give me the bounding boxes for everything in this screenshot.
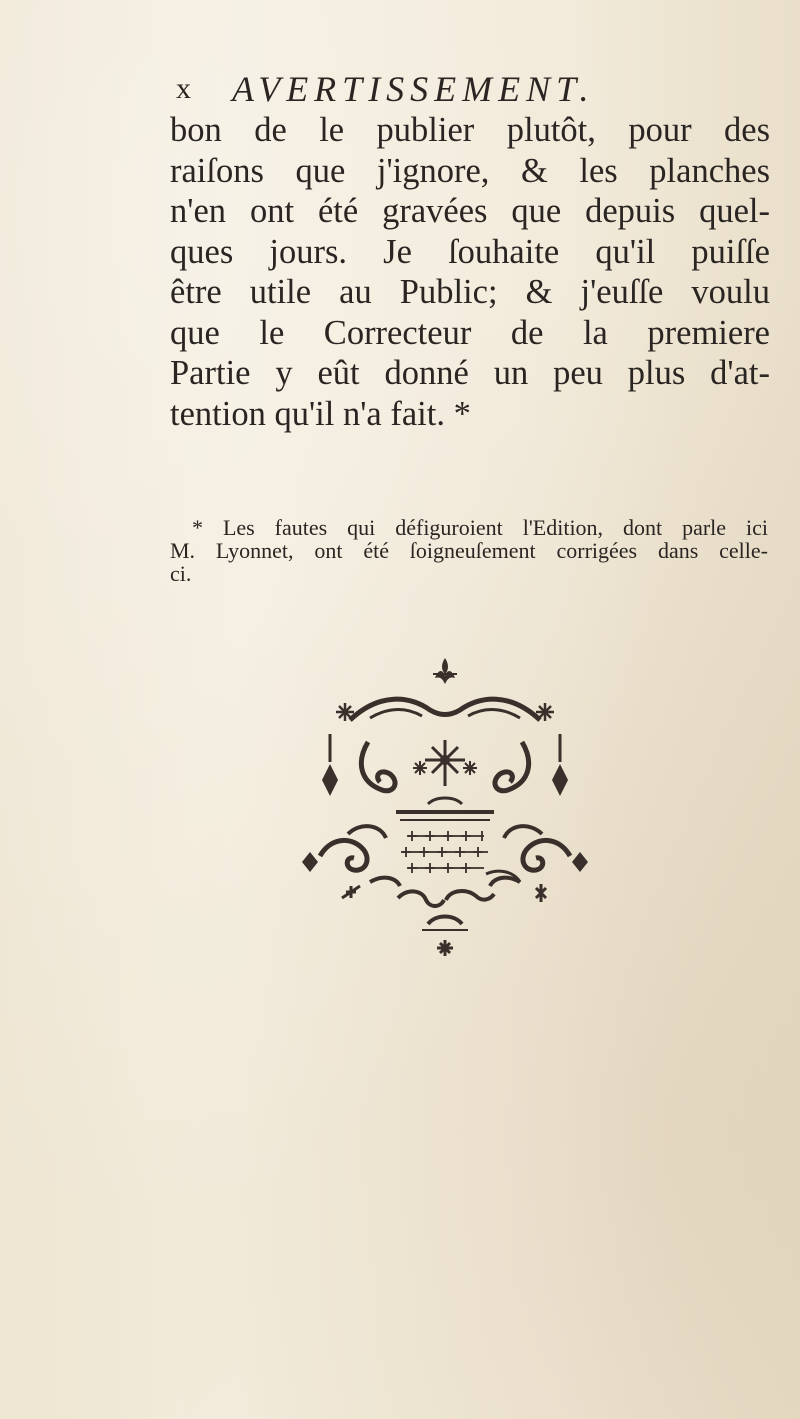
- body-line: n'en ont été gravées que depuis quel-: [170, 192, 770, 230]
- footnote-line: M. Lyonnet, ont été ſoigneuſement corrigées dans celle-: [170, 538, 768, 563]
- body-line: tention qu'il n'a fait. *: [170, 394, 471, 433]
- fleuron-ornament-icon: [290, 652, 600, 962]
- running-head: AVERTISSEMENT.: [232, 69, 595, 109]
- page-number: x: [176, 72, 192, 105]
- footnote-line: ci.: [170, 561, 192, 586]
- body-line: que le Correcteur de la premiere: [170, 313, 770, 352]
- body-line: ques jours. Je ſouhaite qu'il puiſſe: [170, 232, 770, 271]
- body-line: être utile au Public; & j'euſſe voulu: [170, 273, 770, 311]
- body-line: bon de le publier plutôt, pour des: [170, 111, 770, 149]
- footnote-line: * Les fautes qui défiguroient l'Edition, dont parle ici: [192, 515, 768, 540]
- footnote: [170, 516, 768, 585]
- body-line: Partie y eût donné un peu plus d'at-: [170, 354, 770, 392]
- body-paragraph: [170, 110, 770, 434]
- body-line: raiſons que j'ignore, & les planches: [170, 151, 770, 190]
- page-header: [176, 68, 766, 112]
